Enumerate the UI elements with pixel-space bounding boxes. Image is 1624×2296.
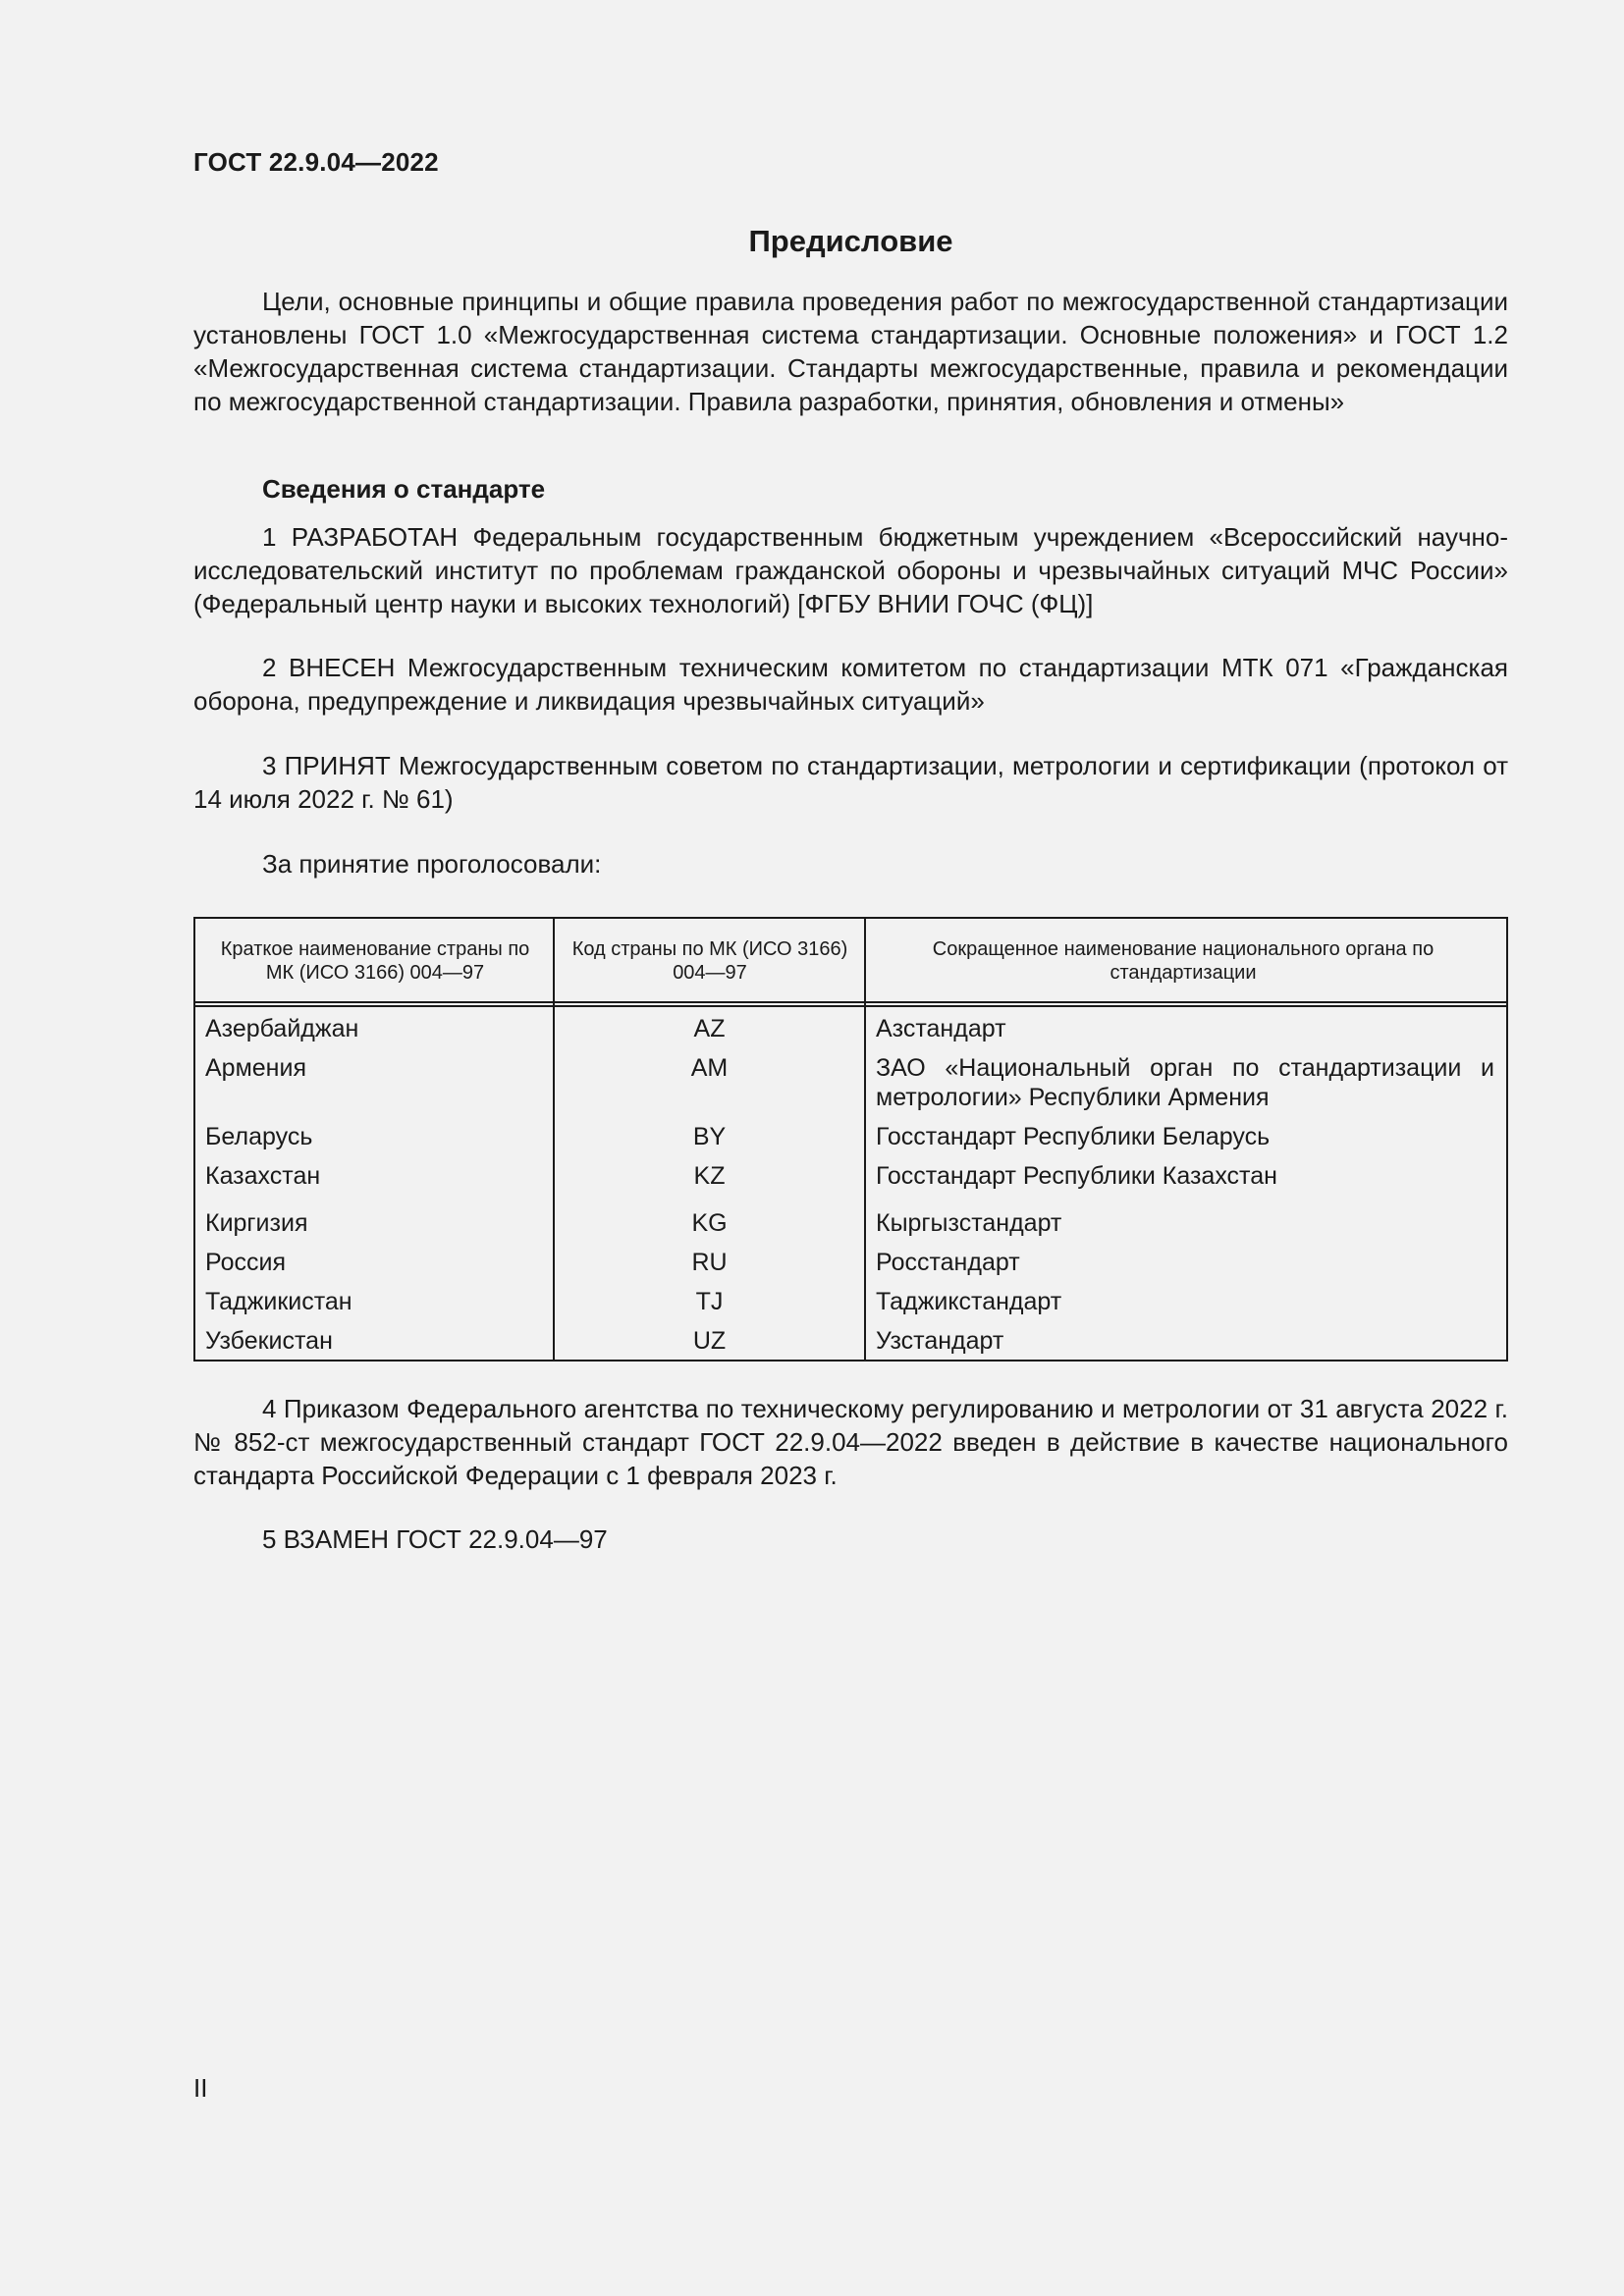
item-order: 4 Приказом Федерального агентства по техническому регулированию и метрологии от 31 августа 2022 г. № 852-ст межгосударственный стандарт ГОСТ 22.9.04—2022 введен в действие в качестве национального стандарта Российской Федерации с 1 февраля 2023 г. <box>193 1394 1508 1490</box>
item-introduced: 2 ВНЕСЕН Межгосударственным техническим комитетом по стандартизации МТК 071 «Гражданская оборона, предупреждение и ликвидация чрезвычайных ситуаций» <box>193 653 1508 716</box>
country-cell: Таджикистан <box>205 1288 352 1315</box>
code-cell: AM <box>690 1054 729 1082</box>
org-cell: Азстандарт <box>876 1015 1006 1042</box>
item-replaces: 5 ВЗАМЕН ГОСТ 22.9.04—97 <box>262 1524 608 1554</box>
voted-intro: За принятие проголосовали: <box>262 849 602 879</box>
header-org: Сокращенное наименование национального органа по стандартизации <box>932 938 1435 984</box>
header-separator <box>195 1005 1506 1007</box>
voting-table <box>193 917 1508 1362</box>
code-cell: RU <box>691 1249 728 1276</box>
code-cell: KG <box>691 1209 728 1237</box>
org-cell: Госстандарт Республики Казахстан <box>876 1162 1277 1190</box>
document-code: ГОСТ 22.9.04—2022 <box>193 147 439 177</box>
org-cell: Росстандарт <box>876 1249 1020 1276</box>
country-cell: Россия <box>205 1249 286 1276</box>
header-code: Код страны по МК (ИСО 3166) 004—97 <box>571 938 848 984</box>
code-cell: BY <box>692 1123 727 1150</box>
page-number: II <box>193 2073 208 2103</box>
item-developed: 1 РАЗРАБОТАН Федеральным государственным бюджетным учреждением «Всероссийский научно-исследовательский институт по проблемам гражданской обороны и чрезвычайных ситуаций МЧС России» (Федеральный центр науки и высоких технологий) [ФГБУ ВНИИ ГОЧС (ФЦ)] <box>193 522 1508 618</box>
org-cell: Кыргызстандарт <box>876 1209 1062 1237</box>
country-cell: Казахстан <box>205 1162 321 1190</box>
code-cell: TJ <box>695 1288 724 1315</box>
org-cell: Таджикстандарт <box>876 1288 1062 1315</box>
country-cell: Узбекистан <box>205 1327 333 1355</box>
country-cell: Киргизия <box>205 1209 308 1237</box>
country-cell: Беларусь <box>205 1123 313 1150</box>
header-country: Краткое наименование страны по МК (ИСО 3166) 004—97 <box>220 938 530 984</box>
column-divider <box>864 919 866 1360</box>
code-cell: UZ <box>692 1327 727 1355</box>
code-cell: AZ <box>693 1015 726 1042</box>
org-cell: Узстандарт <box>876 1327 1004 1355</box>
intro-paragraph: Цели, основные принципы и общие правила проведения работ по межгосударственной стандартизации установлены ГОСТ 1.0 «Межгосударственная система стандартизации. Основные положения» и ГОСТ 1.2 «Межгосударственная система стандартизации. Стандарты межгосударственные, правила и рекомендации по межгосударственной стандартизации. Правила разработки, принятия, обновления и отмены» <box>193 287 1508 416</box>
country-cell: Азербайджан <box>205 1015 359 1042</box>
code-cell: KZ <box>693 1162 726 1190</box>
item-adopted: 3 ПРИНЯТ Межгосударственным советом по стандартизации, метрологии и сертификации (протокол от 14 июля 2022 г. № 61) <box>193 751 1508 814</box>
org-cell: Госстандарт Республики Беларусь <box>876 1123 1271 1150</box>
org-cell: ЗАО «Национальный орган по стандартизации и метрологии» Республики Армения <box>876 1054 1494 1111</box>
standard-info-heading: Сведения о стандарте <box>262 474 546 504</box>
country-cell: Армения <box>205 1054 306 1082</box>
page-title: Предисловие <box>748 224 953 258</box>
